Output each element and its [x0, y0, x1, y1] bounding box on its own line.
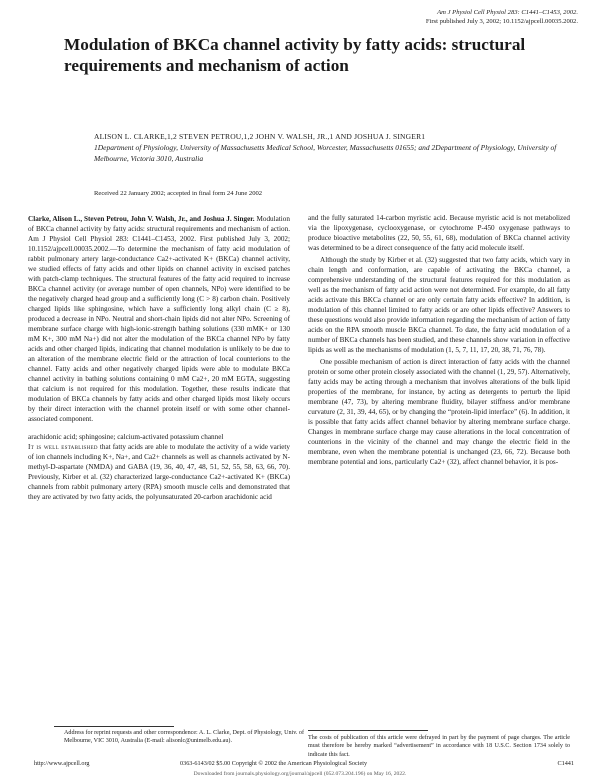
body-paragraph-2: Although the study by Kirber et al. (32) suggested that two fatty acids, which vary in chain length and conformation, are capable of activating the BKCa channel, a comprehensive understanding of the structural features required for this modulation as well as the mechanism of fatty acid action were not determined. For example, do all fatty acids activate this BKCa channel or are only certain fatty acids effective? In addition, is modulation of this channel limited to fatty acids or are other lipids effective? Answers to these questions would also provide information regarding the mechanism of action of fatty acids on the RPA smooth muscle BKCa channel. To date, the fatty acid modulation of a number of BKCa channels has been studied, and these channels show variation in effective lipids as well as the mechanisms of modulation (1, 5, 7, 11, 17, 20, 38, 71, 76, 78). [308, 256, 570, 354]
intro-text: that fatty acids are able to modulate the activity of a wide variety of ion channels including K+, Na+, and Ca2+ channels as well as channels activated by N-methyl-D-aspartate (NMDA) and GABA (19, 36, 40, 47, 48, 51, 52, 55, 58, 63, 66, 70). Previously, Kirber et al. (32) characterized large-conductance Ca2+-activated K+ (BKCa) channels from rabbit pulmonary artery (RPA) smooth muscle cells and demonstrated that they are activated by two fatty acids, the polyunsaturated 20-carbon arachidonic acid [28, 443, 290, 501]
right-column [308, 213, 570, 467]
left-column [28, 214, 290, 502]
abstract-authors: Clarke, Alison L., Steven Petrou, John V. Walsh, Jr., and Joshua J. Singer. [28, 215, 255, 223]
intro-paragraph [28, 442, 290, 502]
publication-line: First published July 3, 2002; 10.1152/ajpcell.00035.2002. [425, 18, 578, 25]
copyright-line: 0363-6143/02 $5.00 Copyright © 2002 the American Physiological Society [180, 760, 368, 767]
publication-costs-footnote: The costs of publication of this article were defrayed in part by the payment of page charges. The article must therefore be hereby marked “advertisement” in accordance with 18 U.S.C. Section 1734 solely to indicate this fact. [308, 735, 570, 758]
footnote-divider-right [308, 730, 428, 731]
abstract-body: Modulation of BKCa channel activity by fatty acids: structural requirements and mechanism of action. Am J Physiol Cell Physiol 283: C1441–C1453, 2002. First published July 3, 2002; 10.1152/ajpcell.00035.2002.—To determine the mechanism of fatty acid modulation of rabbit pulmonary artery large-conductance Ca2+-activated K+ (BKCa) channel activity, we studied effects of fatty acids and other lipids on channel activity in excised patches with patch-clamp techniques. The structural features of the fatty acid required to increase BKCa channel activity (or average number of open channels, NPo) were identified to be the negatively charged head group and a sufficiently long (C > 8) carbon chain. Positively charged lipids like sphingosine, which have a sufficiently long alkyl chain (C ≥ 8), produced a decrease in NPo. Neutral and short-chain lipids did not alter NPo. Screening of membrane surface charge with high-ionic-strength bathing solutions (330 mMK+ or 130 mM K+, 300 mM Na+) did not alter the modulation of the BKCa channel NPo by fatty acids and other charged lipids, indicating that channel modulation is unlikely to be due to an alteration of the membrane electric field or the attraction of local counterions to the channel. Fatty acids and other negatively charged lipids were able to modulate BKCa channel activity in bathing solutions containing 0 mM Ca2+, 20 mM EGTA, suggesting that calcium is not required for this modulation. Together, these results indicate that modulation of BKCa channels by fatty acids and other charged lipids most likely occurs by their direct interaction with the channel protein itself or with some other channel-associated component. [28, 215, 290, 423]
page-number: C1441 [557, 760, 574, 767]
keywords: arachidonic acid; sphingosine; calcium-activated potassium channel [28, 433, 224, 441]
authors-block [94, 132, 584, 164]
received-dates: Received 22 January 2002; accepted in final form 24 June 2002 [94, 190, 263, 197]
journal-citation: Am J Physiol Cell Physiol 283: C1441–C1453, 2002. [437, 9, 578, 16]
footnote-divider-left [54, 726, 174, 727]
journal-header [426, 8, 578, 26]
correspondence-footnote: Address for reprint requests and other correspondence: A. L. Clarke, Dept. of Physiology, Univ. of Melbourne, VIC 3010, Australia (E-mail: alisonlc@unimelb.edu.au). [64, 730, 304, 745]
article-title: Modulation of BKCa channel activity by fatty acids: structural requirements and mechanism of action [64, 35, 526, 75]
body-paragraph-3: One possible mechanism of action is direct interaction of fatty acids with the channel protein or some other protein closely associated with the channel (1, 29, 57). Alternatively, fatty acids may be acting through a mechanism that involves alterations of the bulk lipid properties of the membrane, for instance, by acting as detergents to perturb the lipid membrane (47, 73), by altering membrane fluidity, bilayer stiffness and/or membrane curvature (2, 31, 39, 44, 65), or by changing the “protein-lipid interface” (6). In addition, it is possible that fatty acids affect channel behavior by altering membrane surface charge. Changes in membrane surface charge may cause alterations in the local concentration of counterions in the vicinity of the channel and may change the electric field in the membrane, even when the membrane potential is unchanged (23, 66, 72). Because both membrane potential and ions, particularly Ca2+ (32), affect channel behavior, it is pos- [308, 358, 570, 466]
author-list: ALISON L. CLARKE,1,2 STEVEN PETROU,1,2 JOHN V. WALSH, JR.,1 AND JOSHUA J. SINGER1 [94, 132, 426, 141]
intro-lead-in: It is well established [28, 443, 98, 451]
journal-url[interactable]: http://www.ajpcell.org [34, 760, 90, 767]
abstract [28, 214, 290, 424]
download-notice: Downloaded from journals.physiology.org/journal/ajpcell (052.073.204.196) on May 16, 2022. [193, 771, 407, 777]
body-paragraph-1: and the fully saturated 14-carbon myristic acid. Because myristic acid is not metabolized via the lipoxygenase, cyclooxygenase, or cytochrome P-450 oxygenase pathways to produce bioactive metabolites (22, 50, 55, 61, 68), modulation of BKCa channel activity was determined to be a direct consequence of the fatty acid molecule itself. [308, 214, 570, 252]
affiliations: 1Department of Physiology, University of Massachusetts Medical School, Worcester, Massachusetts 01655; and 2Department of Physiology, University of Melbourne, Victoria 3010, Australia [94, 143, 557, 163]
